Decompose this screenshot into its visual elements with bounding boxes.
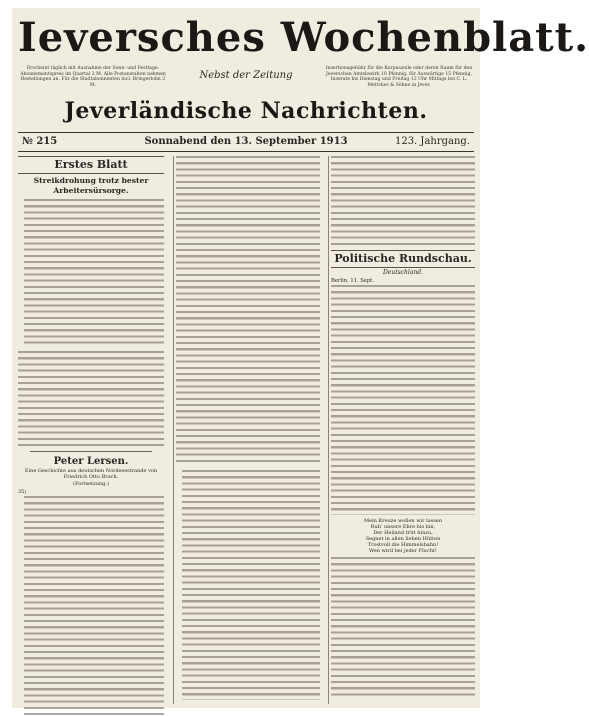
poem-line: Segnet in allen lieben Hütten [365,536,441,542]
serial-story-title: Peter Lersen. [53,456,129,467]
issue-bar [18,132,474,152]
serial-story-marker: 35) [18,489,27,495]
column-1 [18,156,164,704]
poem-line: Ruh' unsere Ehre bis hin, [370,524,436,530]
news-body-text [331,285,475,515]
serial-story-byline: Eine Geschichte aus deutschen Nordseestrande von Friedrich Otto Brach. [24,468,158,480]
masthead-supplement-note: Nebst der Zeitung [199,70,293,81]
serial-story-continuation-note: (Fortsetzung.) [73,481,109,487]
advertising-info: Insertionsgebühr für die Korpuszeile oder deren Raum für den Jeverschen Amtsbezirk 10 Pfennig, für Auswärtige 15 Pfennig, Inserate bis Dienstag und Freitag 12 Uhr Mittags bei C. L. Mettcker & Söhne in Jever. [325,66,473,88]
article-divider [30,451,152,452]
subsection-deutschland: Deutschland. [382,269,424,276]
newspaper-page [12,8,589,708]
serial-story-text-col2 [182,470,320,700]
news-body-text-continued [331,557,475,697]
issue-date: Sonnabend den 13. September 1913 [144,136,348,147]
column-2 [173,156,320,704]
poem-line: Der Heiland tritt hinzu, [373,530,433,536]
column-3 [328,156,475,704]
poem-line: Trostvoll die Himmelsbahn! [367,542,439,548]
article-headline: Streikdrohung trotz bester Arbeitersürsorge. [33,176,149,195]
issue-year: 123. Jahrgang. [394,136,470,147]
article-body-text-continued [18,351,164,447]
poem-block [331,518,475,554]
poem-line: Wen wird bei jeder Flucht! [369,548,437,554]
masthead-subtitle-row [18,66,474,96]
serial-story-text [24,496,164,716]
poem-line: Mein Kreuze wollen wir lassen [364,518,442,524]
news-dateline: Berlin, 11. Sept. [331,278,374,284]
subscription-info: Erscheint täglich mit Ausnahme der Sonn- und Festtage. Abonnementspreis im Quartal 2 M. Alle Postanstalten nehmen Bestellungen an. Für die Stadtabonnenten incl. Bringerlohn 2 M. [20,66,166,88]
section-title-politische-rundschau: Politische Rundschau. [331,250,475,268]
issue-number: № 215 [22,136,58,147]
section-title-erstes-blatt: Erstes Blatt [18,156,164,174]
masthead-title: Ieversches Wochenblatt. [18,14,589,61]
supplement-title: Jeverländische Nachrichten. [64,98,428,124]
article-body-text-col3 [331,156,475,246]
article-body-text [24,199,164,347]
article-body-text-col2 [176,156,320,466]
